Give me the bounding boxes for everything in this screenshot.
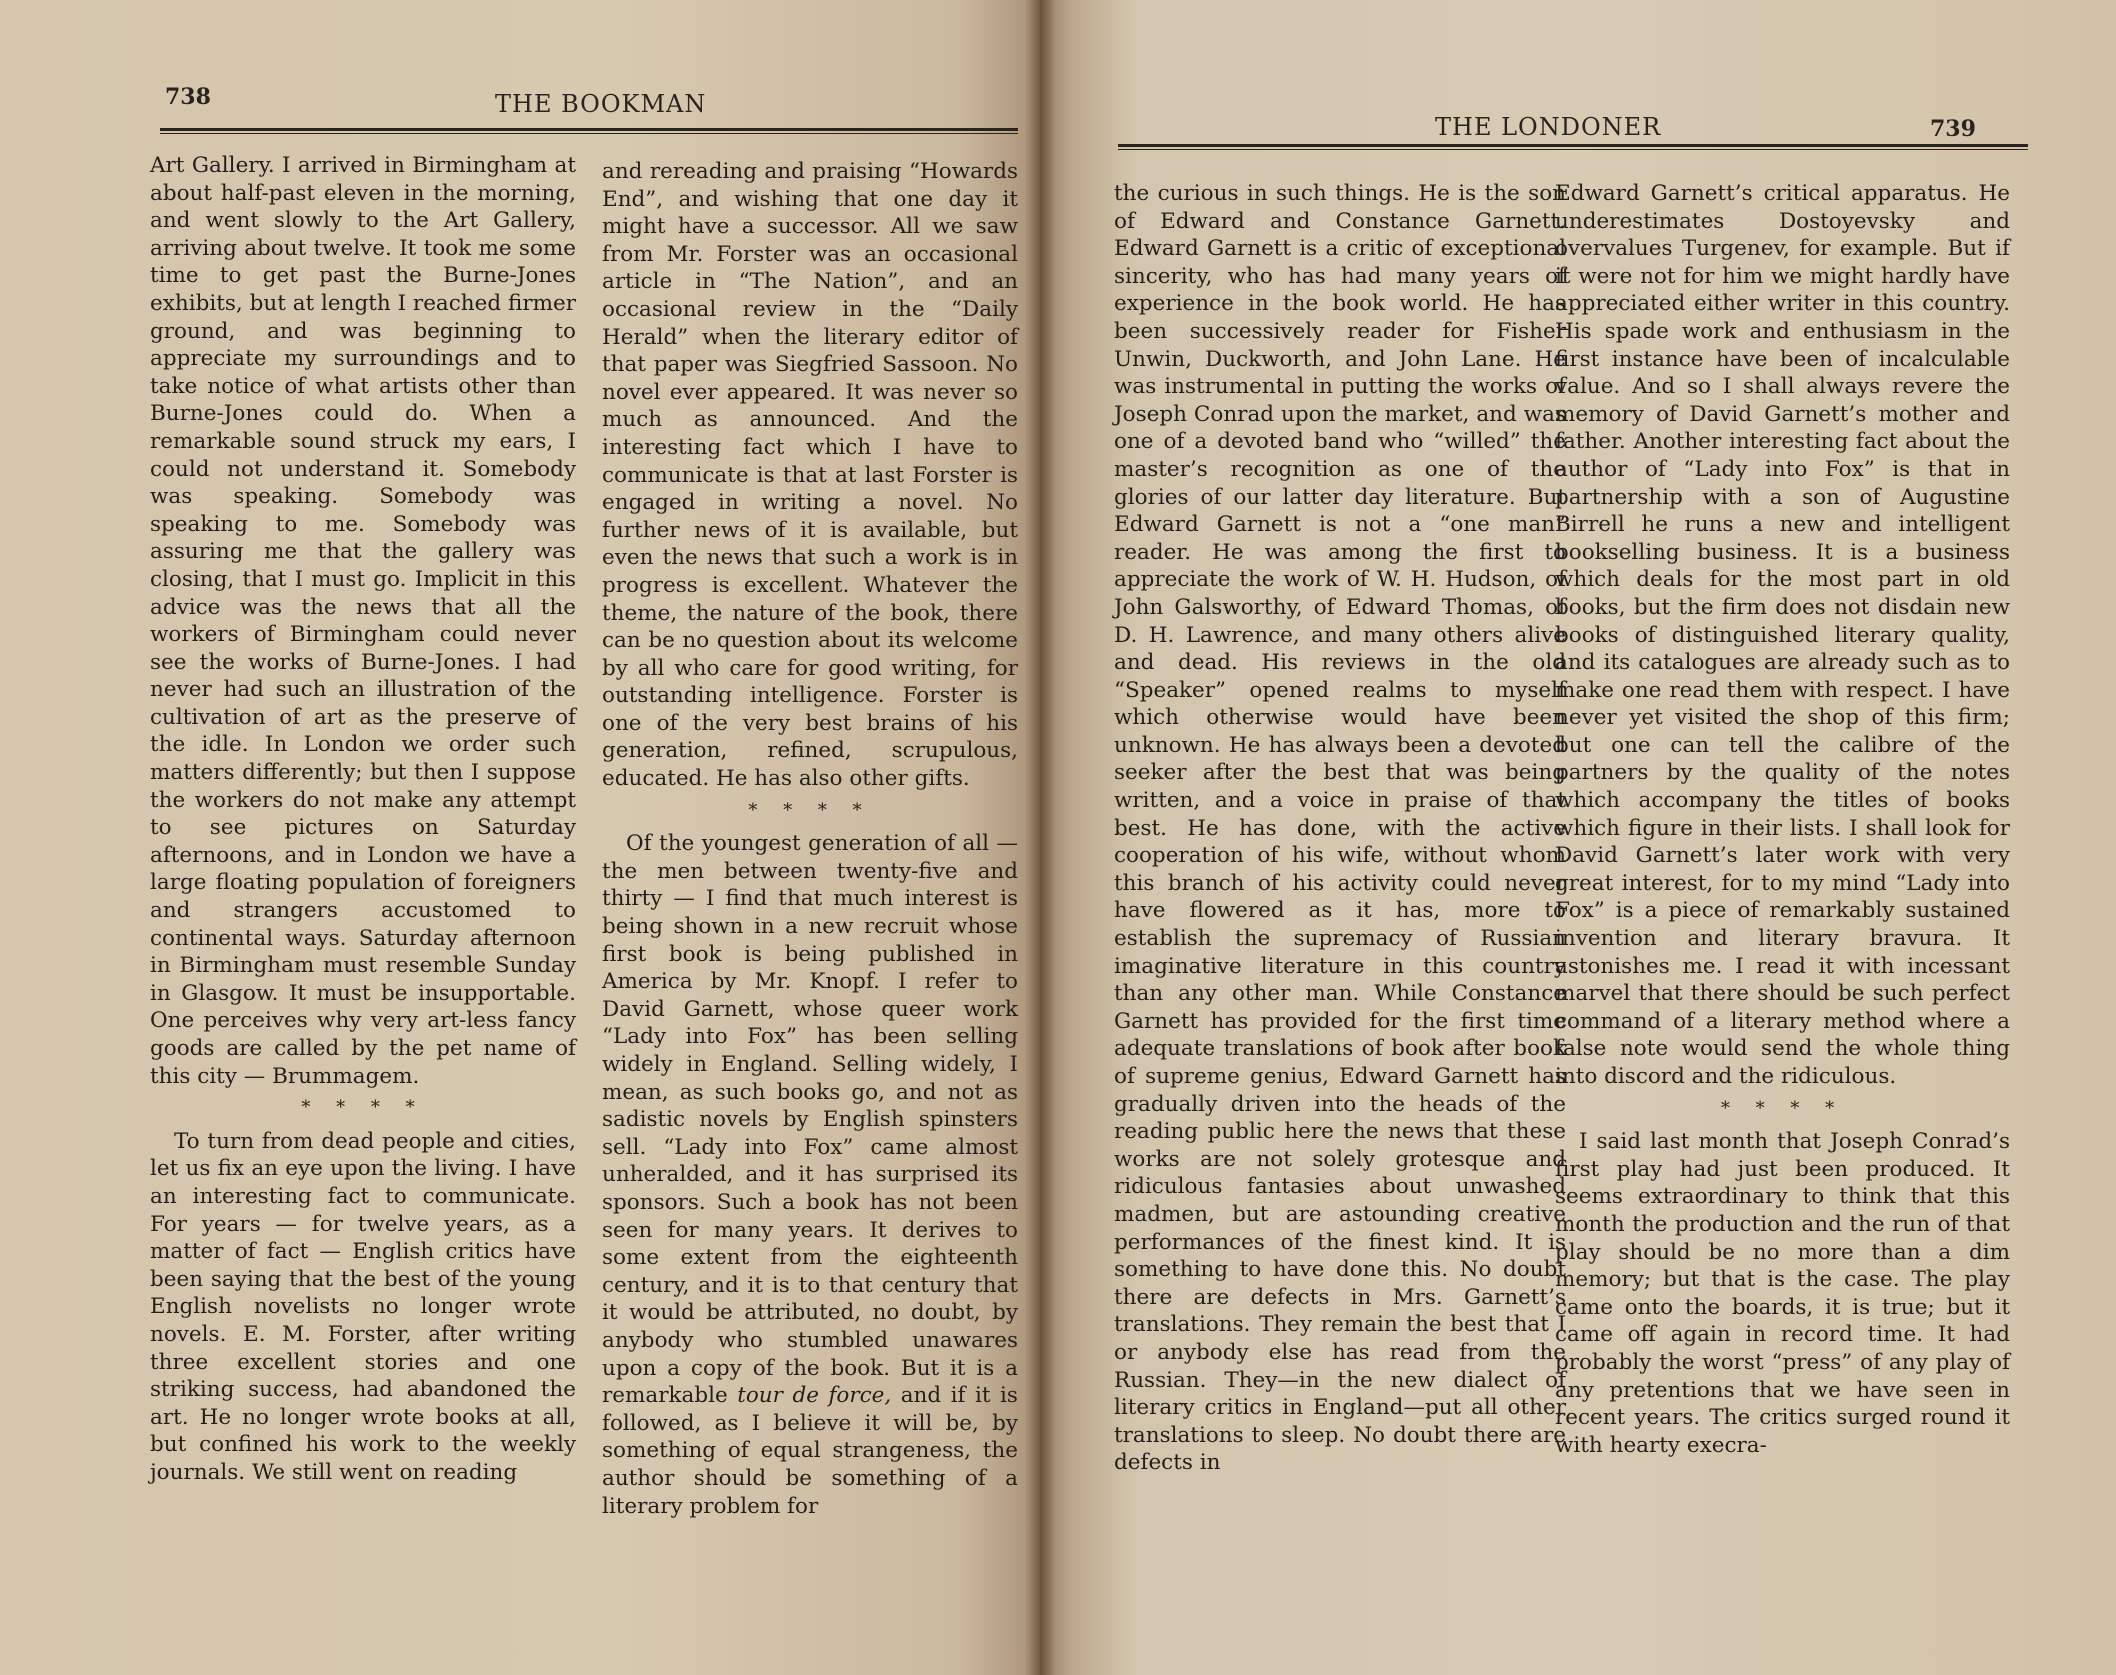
- left-column-1: [150, 152, 576, 1487]
- paragraph: I said last month that Joseph Conrad’s first play had just been produced. It seems extraordinary to think that this month the production and the run of that play should be no more than a dim memory; but that is the case. The play came onto the boards, it is true; but it came off again in record time. It had probably the worst “press” of any play of any pretentions that we have seen in recent years. The critics surged round it with hearty execra-: [1555, 1129, 2010, 1458]
- left-page: [0, 0, 1040, 1675]
- paragraph-text: Of the youngest generation of all — the men between twenty-five and thirty — I find that much interest is being shown in a new recruit whose first book is being published in America by Mr. Knopf. I refer to David Garnett, whose queer work “Lady into Fox” has been selling widely in England. Selling widely, I mean, as such books go, and not as sadistic novels by English spinsters sell. “Lady into Fox” came almost unheralded, and it has surprised its sponsors. Such a book has not been seen for many years. It derives to some extent from the eighteenth century, and it is to that century that it would be attributed, no doubt, by anybody who stumbled unawares upon a copy of the book. But it is a remarkable: [602, 831, 1018, 1409]
- running-head-left: THE BOOKMAN: [495, 90, 707, 118]
- page-number-right: 739: [1930, 116, 1976, 142]
- book-gutter: [1025, 0, 1055, 1675]
- paragraph: [602, 830, 1018, 1520]
- paragraph: To turn from dead people and cities, let us fix an eye upon the living. I have an interesting fact to communicate. For years — for twelve years, as a matter of fact — English critics have been saying that the best of the young English novelists no longer wrote novels. E. M. Forster, after writing three excellent stories and one striking success, had abandoned the art. He no longer wrote books at all, but confined his work to the weekly journals. We still went on reading: [150, 1128, 576, 1485]
- left-column-2: [602, 158, 1018, 1520]
- section-break: * * * *: [1720, 1097, 1845, 1119]
- running-head-right: THE LONDONER: [1435, 113, 1662, 141]
- paragraph: Edward Garnett’s critical apparatus. He underestimates Dostoyevsky and overvalues Turgenev, for example. But if it were not for him we might hardly have appreciated either writer in this country. His spade work and enthusiasm in the first instance have been of incalculable value. And so I shall always revere the memory of David Garnett’s mother and father. Another interesting fact about the author of “Lady into Fox” is that in partnership with a son of Augustine Birrell he runs a new and intelligent bookselling business. It is a business which deals for the most part in old books, but the firm does not disdain new books of distinguished literary quality, and its catalogues are already such as to make one read them with respect. I have never yet visited the shop of this firm; but one can tell the calibre of the partners by the quality of the notes which accompany the titles of books which figure in their lists. I shall look for David Garnett’s later work with very great interest, for to my mind “Lady into Fox” is a piece of remarkably sustained invention and literary bravura. It astonishes me. I read it with incessant marvel that there should be such perfect command of a literary method where a false note would send the whole thing into discord and the ridiculous.: [1555, 181, 2010, 1089]
- right-column-1: [1114, 180, 1566, 1477]
- page-number-left: 738: [165, 84, 211, 110]
- right-page: [1040, 0, 2116, 1675]
- header-rule-right: [1118, 144, 2028, 150]
- paragraph-text: and if it is followed, as I believe it will be, by something of equal strangeness, the author should be something of a literary problem for: [602, 1383, 1018, 1519]
- right-column-2: [1555, 180, 2010, 1459]
- italic-phrase: tour de force,: [737, 1383, 892, 1409]
- header-rule-left: [160, 128, 1018, 134]
- paragraph: and rereading and praising “Howards End”, and wishing that one day it might have a successor. All we saw from Mr. Forster was an occasional article in “The Nation”, and an occasional review in the “Daily Herald” when the literary editor of that paper was Siegfried Sassoon. No novel ever appeared. It was never so much as announced. And the interesting fact which I have to communicate is that at last Forster is engaged in writing a novel. No further news of it is available, but even the news that such a work is in progress is excellent. Whatever the theme, the nature of the book, there can be no question about its welcome by all who care for good writing, for outstanding intelligence. Forster is one of the very best brains of his generation, refined, scrupulous, educated. He has also other gifts.: [602, 159, 1018, 792]
- section-break: * * * *: [748, 799, 872, 821]
- paragraph: the curious in such things. He is the son of Edward and Constance Garnett. Edward Garnett is a critic of exceptional sincerity, who has had many years of experience in the book world. He has been successively reader for Fisher Unwin, Duckworth, and John Lane. He was instrumental in putting the works of Joseph Conrad upon the market, and was one of a devoted band who “willed” the master’s recognition as one of the glories of our latter day literature. But Edward Garnett is not a “one man” reader. He was among the first to appreciate the work of W. H. Hudson, of John Galsworthy, of Edward Thomas, of D. H. Lawrence, and many others alive and dead. His reviews in the old “Speaker” opened realms to myself which otherwise would have been unknown. He has always been a devoted seeker after the best that was being written, and a voice in praise of that best. He has done, with the active cooperation of his wife, without whom this branch of his activity could never have flowered as it has, more to establish the supremacy of Russian imaginative literature in this country than any other man. While Constance Garnett has provided for the first time adequate translations of book after book of supreme genius, Edward Garnett has gradually driven into the heads of the reading public here the news that these works are not solely grotesque and ridiculous fantasies about unwashed madmen, but are astounding creative performances of the finest kind. It is something to have done this. No doubt there are defects in Mrs. Garnett’s translations. They remain the best that I or anybody else has read from the Russian. They—in the new dialect of literary critics in England—put all other translations to sleep. No doubt there are defects in: [1114, 181, 1566, 1476]
- paragraph: Art Gallery. I arrived in Birmingham at about half-past eleven in the morning, and went slowly to the Art Gallery, arriving about twelve. It took me some time to get past the Burne-Jones exhibits, but at length I reached firmer ground, and was beginning to appreciate my surroundings and to take notice of what artists other than Burne-Jones could do. When a remarkable sound struck my ears, I could not understand it. Somebody was speaking. Somebody was speaking to me. Somebody was assuring me that the gallery was closing, that I must go. Implicit in this advice was the news that all the workers of Birmingham could never see the works of Burne-Jones. I had never had such an illustration of the cultivation of art as the preserve of the idle. In London we order such matters differently; but then I suppose the workers do not make any attempt to see pictures on Saturday afternoons, and in London we have a large floating population of foreigners and strangers accustomed to continental ways. Saturday afternoon in Birmingham must resemble Sunday in Glasgow. It must be insupportable. One perceives why very art-less fancy goods are called by the pet name of this city — Brummagem.: [150, 153, 576, 1089]
- section-break: * * * *: [301, 1097, 425, 1119]
